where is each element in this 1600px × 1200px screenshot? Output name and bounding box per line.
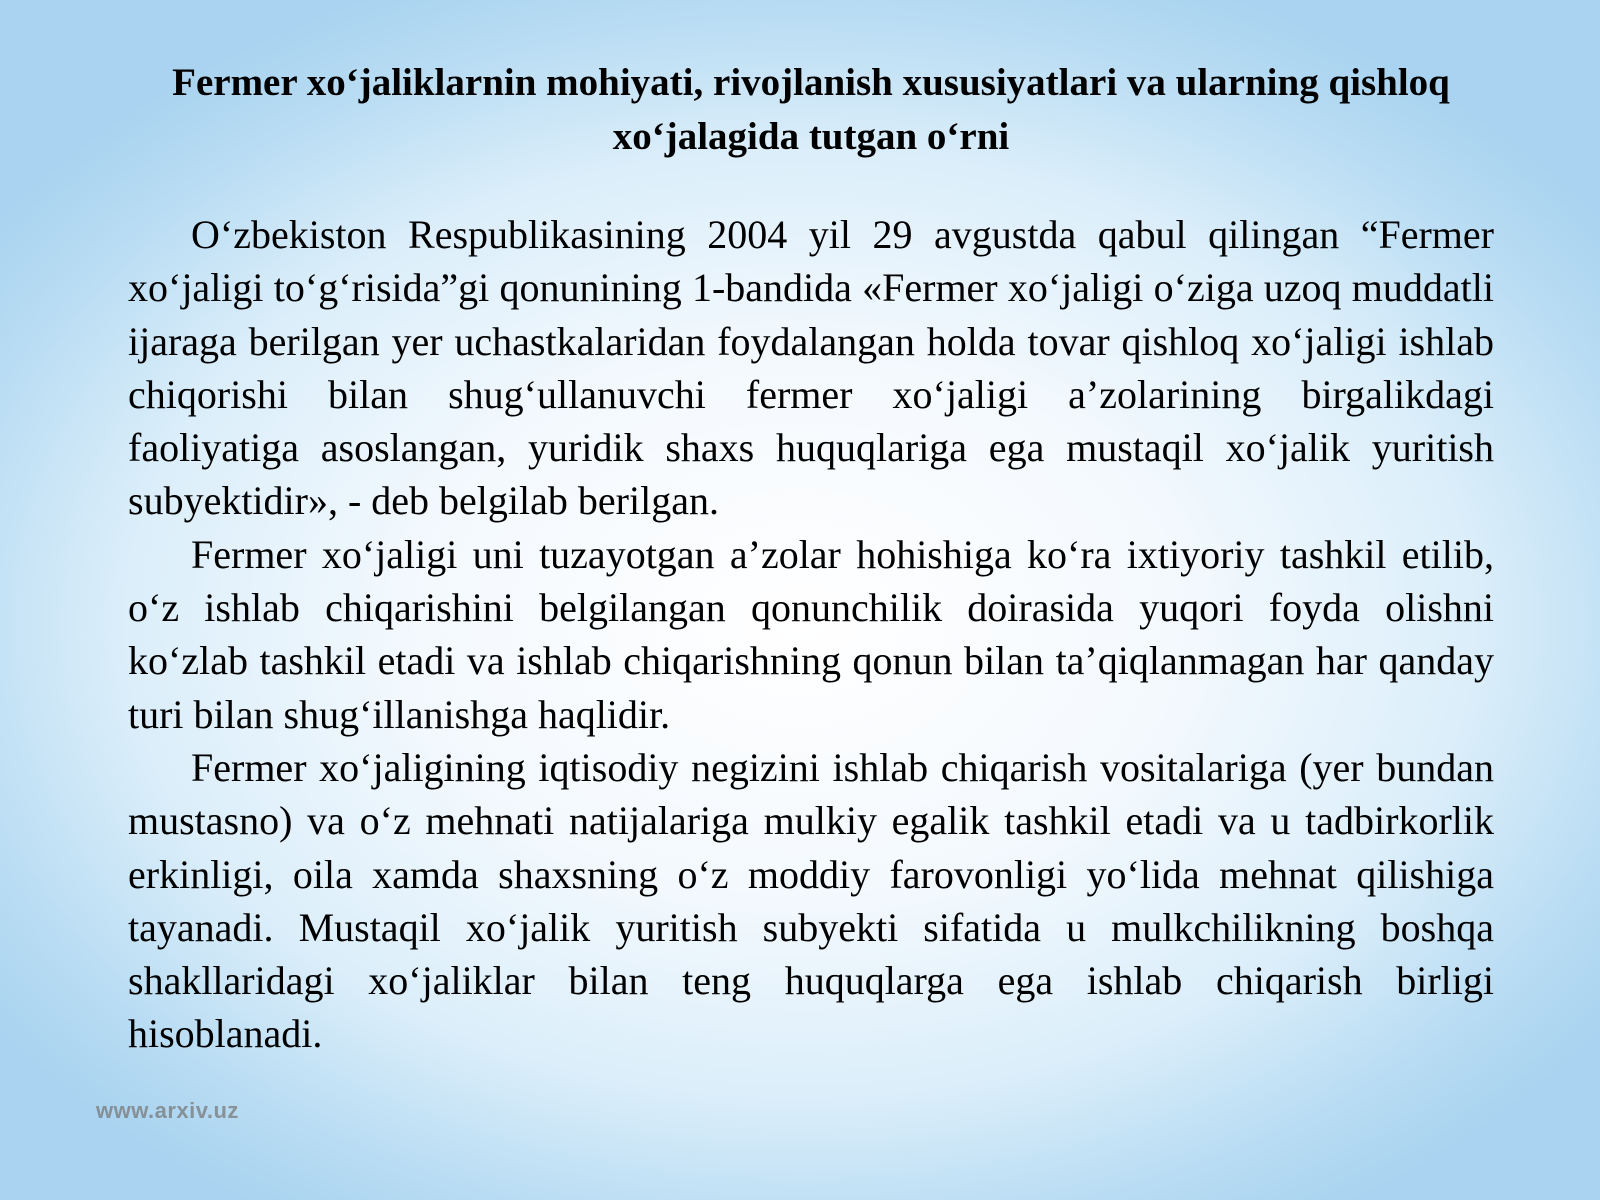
watermark-text: www.arxiv.uz (96, 1098, 239, 1123)
paragraph-voluntary-organization: Fermer xo‘jaligi uni tuzayotgan a’zolar hohishiga ko‘ra ixtiyoriy tashkil etilib, o‘z ishlab chiqarishini belgilangan qonunchilik doirasida yuqori foyda olishni ko‘zlab tashkil etadi va ishlab chiqarishning qonun bilan ta’qiqlanmagan har qanday turi bilan shug‘illanishga haqlidir. (128, 531, 1494, 737)
slide-body (128, 208, 1494, 1061)
paragraph-economic-basis: Fermer xo‘jaligining iqtisodiy negizini ishlab chiqarish vositalariga (yer bundan mustasno) va o‘z mehnati natijalariga mulkiy egalik tashkil etadi va u tadbirkorlik erkinligi, oila xamda shaxsning o‘z moddiy farovonligi yo‘lida mehnat qilishiga tayanadi. Mustaqil xo‘jalik yuritish subyekti sifatida u mulkchilikning boshqa shakllaridagi xo‘jaliklar bilan teng huquqlarga ega ishlab chiqarish birligi hisoblanadi. (128, 744, 1494, 1057)
slide-title: Fermer xo‘jaliklarnin mohiyati, rivojlanish xususiyatlari va ularning qishloq xo‘jalagida tutgan o‘rni (172, 61, 1450, 158)
paragraph-definition: O‘zbekiston Respublikasining 2004 yil 29 avgustda qabul qilingan “Fermer xo‘jaligi to‘g‘risida”gi qonunining 1-bandida «Fermer xo‘jaligi o‘ziga uzoq muddatli ijaraga berilgan yer uchastkalaridan foydalangan holda tovar qishloq xo‘jaligi ishlab chiqorishi bilan shug‘ullanuvchi fermer xo‘jaligi a’zolarining birgalikdagi faoliyatiga asoslangan, yuridik shaxs huquqlariga ega mustaqil xo‘jalik yuritish subyektidir», - deb belgilab berilgan. (128, 212, 1494, 524)
